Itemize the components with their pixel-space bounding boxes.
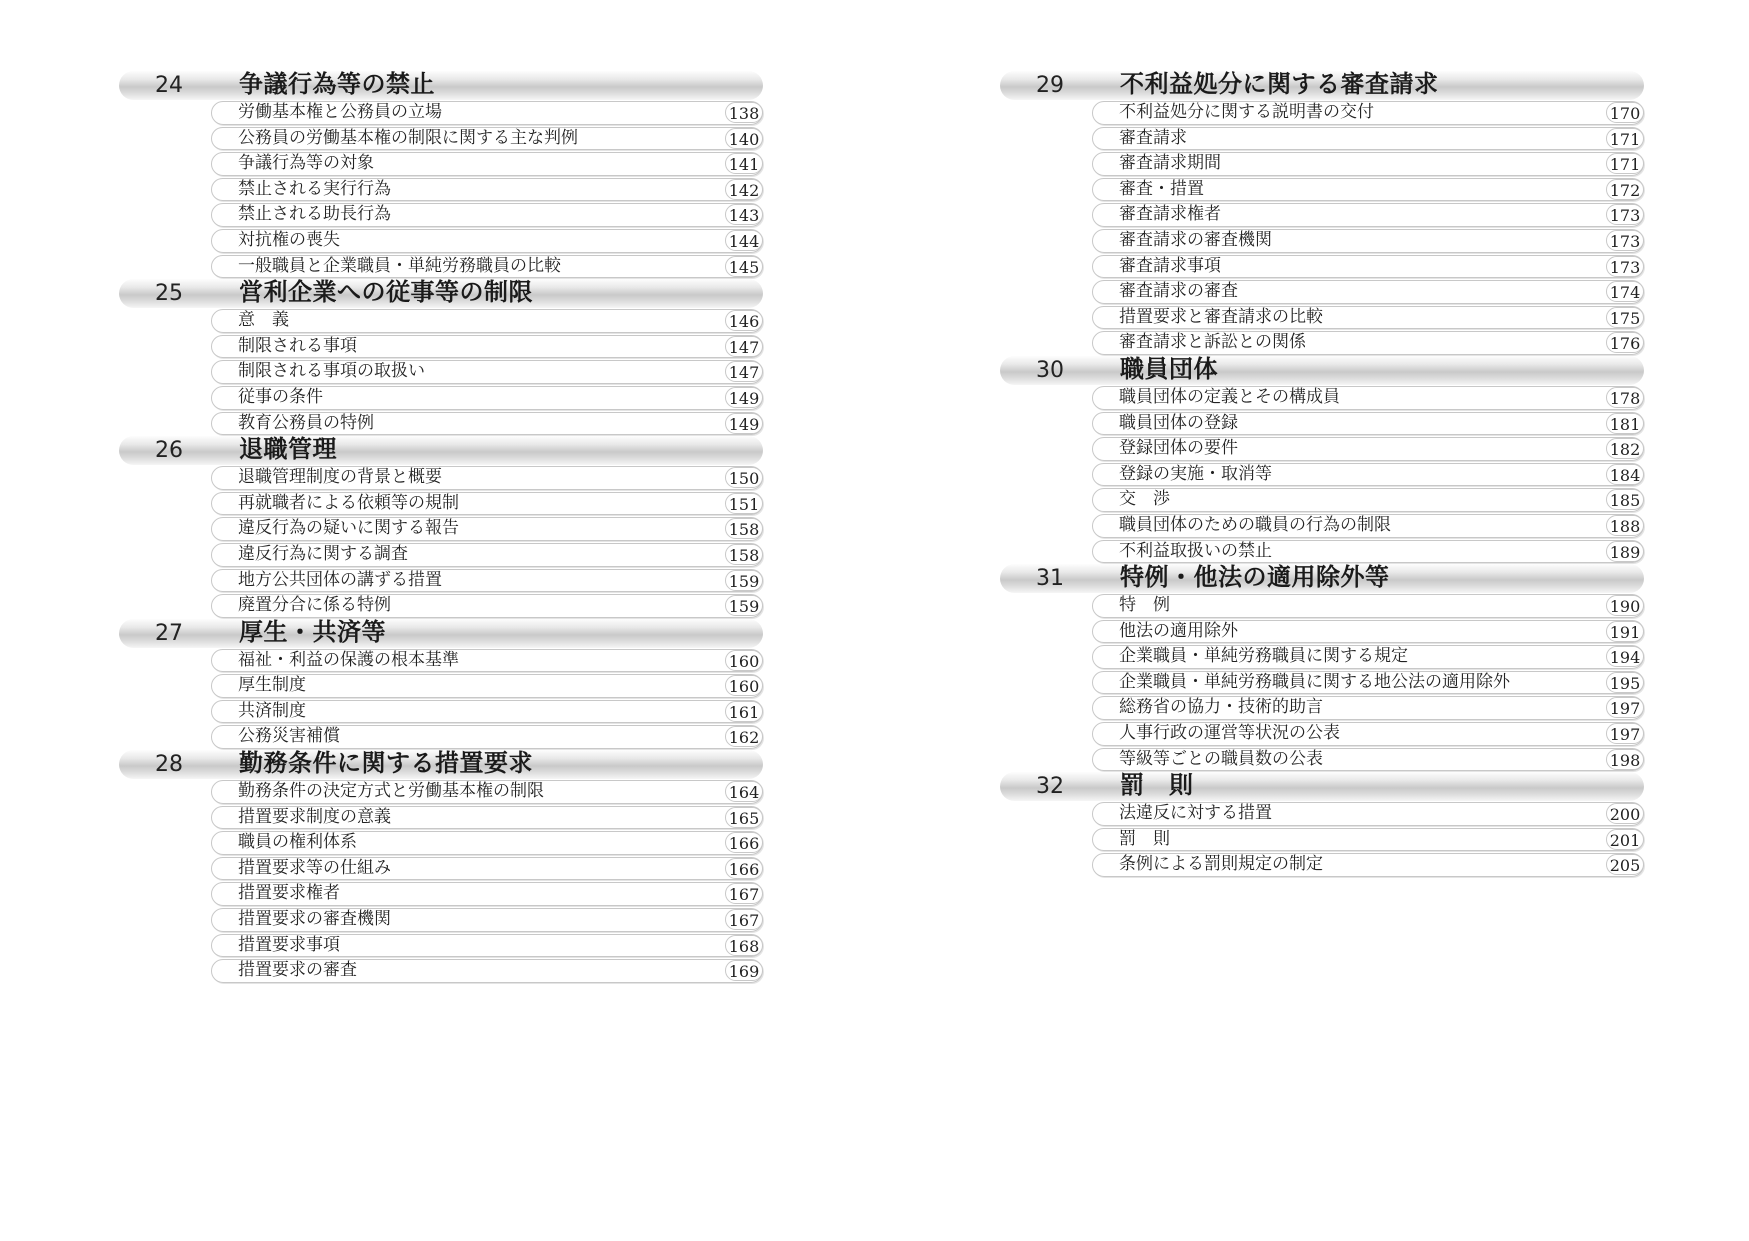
toc-item-page-number: 149 bbox=[725, 413, 763, 434]
toc-item-label: 地方公共団体の講ずる措置 bbox=[238, 569, 442, 590]
toc-item-label: 不利益取扱いの禁止 bbox=[1119, 540, 1272, 561]
toc-item-label: 他法の適用除外 bbox=[1119, 620, 1238, 641]
section-number: 31 bbox=[1036, 566, 1064, 592]
section-number: 29 bbox=[1036, 73, 1064, 98]
toc-item-page-number: 141 bbox=[725, 153, 763, 174]
section-number: 24 bbox=[155, 73, 183, 98]
toc-item-page-number: 197 bbox=[1606, 723, 1644, 744]
toc-item-label: 公務員の労働基本権の制限に関する主な判例 bbox=[238, 127, 578, 148]
toc-item-page-number: 195 bbox=[1606, 672, 1644, 693]
toc-item-label: 禁止される助長行為 bbox=[238, 204, 391, 225]
toc-item-page-number: 169 bbox=[725, 960, 763, 981]
toc-item[interactable] bbox=[211, 491, 763, 517]
toc-item-label: 総務省の協力・技術的助言 bbox=[1119, 697, 1323, 718]
toc-item-page-number: 165 bbox=[725, 807, 763, 828]
section-number: 26 bbox=[155, 438, 183, 464]
toc-item[interactable] bbox=[211, 933, 763, 959]
toc-item-page-number: 198 bbox=[1606, 749, 1644, 770]
toc-item-page-number: 140 bbox=[725, 128, 763, 149]
toc-item-label: 厚生制度 bbox=[238, 675, 306, 696]
toc-item[interactable] bbox=[211, 228, 763, 254]
toc-item-label: 等級等ごとの職員数の公表 bbox=[1119, 748, 1323, 769]
toc-item-label: 再就職者による依頼等の規制 bbox=[238, 492, 459, 513]
toc-item-list bbox=[211, 465, 763, 619]
toc-item-page-number: 144 bbox=[725, 230, 763, 251]
toc-item-label: 措置要求の審査機関 bbox=[238, 909, 391, 930]
toc-item[interactable] bbox=[211, 673, 763, 699]
toc-item-label: 勤務条件の決定方式と労働基本権の制限 bbox=[238, 781, 544, 802]
toc-item[interactable] bbox=[1092, 747, 1644, 773]
toc-item[interactable] bbox=[211, 856, 763, 882]
toc-item[interactable] bbox=[211, 568, 763, 594]
toc-item-page-number: 159 bbox=[725, 570, 763, 591]
toc-item-page-number: 166 bbox=[725, 832, 763, 853]
toc-item[interactable] bbox=[211, 151, 763, 177]
toc-item-label: 登録団体の要件 bbox=[1119, 438, 1238, 459]
toc-item[interactable] bbox=[211, 724, 763, 750]
section-title: 不利益処分に関する審査請求 bbox=[1120, 70, 1439, 98]
toc-item[interactable] bbox=[211, 202, 763, 228]
toc-column-left bbox=[119, 71, 763, 984]
toc-section bbox=[1000, 71, 1644, 356]
toc-item[interactable] bbox=[1092, 254, 1644, 280]
toc-item-page-number: 145 bbox=[725, 256, 763, 277]
toc-item-label: 罰 則 bbox=[1119, 828, 1170, 849]
toc-section bbox=[119, 71, 763, 279]
toc-item[interactable] bbox=[1092, 539, 1644, 565]
toc-item[interactable] bbox=[1092, 827, 1644, 853]
section-title: 特例・他法の適用除外等 bbox=[1120, 563, 1390, 592]
toc-item-page-number: 174 bbox=[1606, 281, 1644, 302]
section-title: 厚生・共済等 bbox=[239, 617, 386, 646]
toc-item[interactable] bbox=[1092, 644, 1644, 670]
toc-item-label: 違反行為に関する調査 bbox=[238, 543, 408, 564]
toc-item-label: 措置要求の審査 bbox=[238, 960, 357, 981]
toc-item[interactable] bbox=[1092, 305, 1644, 331]
toc-section bbox=[1000, 356, 1644, 564]
toc-item-page-number: 168 bbox=[725, 935, 763, 956]
toc-item[interactable] bbox=[1092, 721, 1644, 747]
section-number: 27 bbox=[155, 620, 183, 646]
toc-item[interactable] bbox=[1092, 151, 1644, 177]
section-title: 罰 則 bbox=[1120, 771, 1194, 800]
toc-item-page-number: 166 bbox=[725, 858, 763, 879]
toc-item-label: 交 渉 bbox=[1119, 489, 1170, 510]
toc-item-page-number: 161 bbox=[725, 701, 763, 722]
toc-item[interactable] bbox=[1092, 202, 1644, 228]
toc-item-label: 禁止される実行行為 bbox=[238, 178, 391, 199]
toc-item[interactable] bbox=[1092, 852, 1644, 878]
toc-item[interactable] bbox=[1092, 487, 1644, 513]
toc-item[interactable] bbox=[211, 779, 763, 805]
toc-section bbox=[119, 436, 763, 619]
toc-item-page-number: 178 bbox=[1606, 387, 1644, 408]
section-header[interactable] bbox=[119, 750, 763, 779]
toc-item-page-number: 160 bbox=[725, 650, 763, 671]
toc-item-frame bbox=[1092, 594, 1644, 618]
toc-section bbox=[119, 750, 763, 984]
section-header[interactable] bbox=[1000, 772, 1644, 801]
toc-item[interactable] bbox=[211, 648, 763, 674]
toc-item[interactable] bbox=[211, 516, 763, 542]
toc-item-page-number: 189 bbox=[1606, 541, 1644, 562]
toc-item-page-number: 138 bbox=[725, 102, 763, 123]
toc-item[interactable] bbox=[211, 593, 763, 619]
toc-item[interactable] bbox=[211, 542, 763, 568]
toc-item-page-number: 197 bbox=[1606, 697, 1644, 718]
toc-item-page-number: 173 bbox=[1606, 230, 1644, 251]
toc-item-page-number: 181 bbox=[1606, 413, 1644, 434]
toc-section bbox=[1000, 564, 1644, 772]
toc-item[interactable] bbox=[1092, 279, 1644, 305]
toc-item-label: 共済制度 bbox=[238, 700, 306, 721]
toc-item-page-number: 162 bbox=[725, 726, 763, 747]
toc-item-list bbox=[1092, 100, 1644, 356]
toc-item-frame bbox=[1092, 828, 1644, 852]
toc-item-label: 審査請求権者 bbox=[1119, 204, 1221, 225]
toc-item-label: 措置要求事項 bbox=[238, 934, 340, 955]
toc-item[interactable] bbox=[211, 907, 763, 933]
toc-item-page-number: 147 bbox=[725, 336, 763, 357]
section-header[interactable] bbox=[119, 71, 763, 100]
toc-item-label: 審査請求 bbox=[1119, 127, 1187, 148]
toc-item-label: 公務災害補償 bbox=[238, 726, 340, 747]
toc-item[interactable] bbox=[211, 308, 763, 334]
toc-item-label: 審査請求の審査機関 bbox=[1119, 229, 1272, 250]
toc-section bbox=[119, 279, 763, 436]
toc-item-label: 退職管理制度の背景と概要 bbox=[238, 467, 442, 488]
toc-item-page-number: 188 bbox=[1606, 515, 1644, 536]
toc-item-label: 審査請求事項 bbox=[1119, 255, 1221, 276]
section-header[interactable] bbox=[1000, 356, 1644, 385]
toc-section bbox=[119, 619, 763, 750]
toc-item[interactable] bbox=[211, 805, 763, 831]
toc-item-page-number: 184 bbox=[1606, 464, 1644, 485]
toc-item-list bbox=[1092, 385, 1644, 564]
toc-item-page-number: 167 bbox=[725, 883, 763, 904]
toc-item[interactable] bbox=[211, 334, 763, 360]
toc-item-label: 争議行為等の対象 bbox=[238, 153, 374, 174]
toc-item-page-number: 147 bbox=[725, 361, 763, 382]
toc-item-label: 法違反に対する措置 bbox=[1119, 803, 1272, 824]
toc-item-label: 措置要求と審査請求の比較 bbox=[1119, 306, 1323, 327]
section-header[interactable] bbox=[119, 619, 763, 648]
toc-item-label: 人事行政の運営等状況の公表 bbox=[1119, 723, 1340, 744]
toc-item-page-number: 190 bbox=[1606, 595, 1644, 616]
section-title: 争議行為等の禁止 bbox=[239, 70, 435, 98]
toc-item[interactable] bbox=[1092, 513, 1644, 539]
section-number: 28 bbox=[155, 752, 183, 778]
toc-item[interactable] bbox=[1092, 330, 1644, 356]
toc-item-page-number: 194 bbox=[1606, 646, 1644, 667]
toc-item-page-number: 185 bbox=[1606, 489, 1644, 510]
toc-item[interactable] bbox=[1092, 695, 1644, 721]
toc-item-page-number: 160 bbox=[725, 675, 763, 696]
toc-item-page-number: 170 bbox=[1606, 102, 1644, 123]
section-header[interactable] bbox=[119, 436, 763, 465]
toc-item-page-number: 200 bbox=[1606, 803, 1644, 824]
toc-item[interactable] bbox=[211, 411, 763, 437]
toc-item-label: 職員団体のための職員の行為の制限 bbox=[1119, 514, 1391, 535]
toc-item-page-number: 182 bbox=[1606, 438, 1644, 459]
toc-item-label: 措置要求権者 bbox=[238, 883, 340, 904]
toc-item-label: 一般職員と企業職員・単純労務職員の比較 bbox=[238, 255, 561, 276]
toc-item-label: 制限される事項 bbox=[238, 335, 357, 356]
toc-item-list bbox=[211, 779, 763, 984]
toc-item-label: 措置要求等の仕組み bbox=[238, 857, 391, 878]
section-header[interactable] bbox=[1000, 71, 1644, 100]
toc-item-label: 審査・措置 bbox=[1119, 178, 1204, 199]
toc-item[interactable] bbox=[1092, 593, 1644, 619]
toc-item-page-number: 150 bbox=[725, 467, 763, 488]
toc-item-page-number: 158 bbox=[725, 544, 763, 565]
toc-item[interactable] bbox=[211, 177, 763, 203]
toc-item[interactable] bbox=[1092, 619, 1644, 645]
toc-item[interactable] bbox=[1092, 126, 1644, 152]
toc-item-label: 福祉・利益の保護の根本基準 bbox=[238, 649, 459, 670]
toc-item-label: 職員団体の登録 bbox=[1119, 412, 1238, 433]
toc-item-label: 企業職員・単純労務職員に関する規定 bbox=[1119, 646, 1408, 667]
toc-item-label: 職員団体の定義とその構成員 bbox=[1119, 386, 1340, 407]
toc-item-page-number: 167 bbox=[725, 909, 763, 930]
toc-item-label: 特 例 bbox=[1119, 595, 1170, 616]
section-title: 退職管理 bbox=[239, 435, 337, 464]
toc-item-label: 違反行為の疑いに関する報告 bbox=[238, 518, 459, 539]
toc-item-label: 審査請求の審査 bbox=[1119, 281, 1238, 302]
toc-item[interactable] bbox=[211, 254, 763, 280]
toc-item-page-number: 164 bbox=[725, 781, 763, 802]
toc-item[interactable] bbox=[1092, 177, 1644, 203]
toc-item-page-number: 172 bbox=[1606, 179, 1644, 200]
toc-item[interactable] bbox=[1092, 436, 1644, 462]
toc-item[interactable] bbox=[211, 465, 763, 491]
toc-item-label: 廃置分合に係る特例 bbox=[238, 595, 391, 616]
toc-item[interactable] bbox=[211, 958, 763, 984]
toc-item-page-number: 205 bbox=[1606, 854, 1644, 875]
section-header[interactable] bbox=[119, 279, 763, 308]
toc-item[interactable] bbox=[211, 699, 763, 725]
toc-item[interactable] bbox=[211, 830, 763, 856]
toc-item[interactable] bbox=[1092, 462, 1644, 488]
toc-item[interactable] bbox=[1092, 100, 1644, 126]
toc-item[interactable] bbox=[1092, 801, 1644, 827]
toc-item-list bbox=[1092, 593, 1644, 772]
toc-item[interactable] bbox=[211, 359, 763, 385]
toc-item-list bbox=[211, 648, 763, 750]
section-title: 勤務条件に関する措置要求 bbox=[239, 749, 533, 778]
toc-item-page-number: 171 bbox=[1606, 153, 1644, 174]
toc-item-page-number: 175 bbox=[1606, 307, 1644, 328]
toc-item-label: 職員の権利体系 bbox=[238, 832, 357, 853]
toc-item[interactable] bbox=[211, 881, 763, 907]
toc-item-page-number: 143 bbox=[725, 204, 763, 225]
toc-item[interactable] bbox=[211, 100, 763, 126]
toc-column-right bbox=[1000, 71, 1644, 878]
toc-item[interactable] bbox=[211, 126, 763, 152]
section-title: 職員団体 bbox=[1120, 354, 1218, 383]
toc-section bbox=[1000, 772, 1644, 878]
section-number: 25 bbox=[155, 281, 183, 307]
toc-item-page-number: 191 bbox=[1606, 621, 1644, 642]
toc-item-label: 意 義 bbox=[238, 310, 289, 331]
toc-item[interactable] bbox=[1092, 385, 1644, 411]
toc-item-label: 従事の条件 bbox=[238, 386, 323, 407]
toc-item[interactable] bbox=[211, 385, 763, 411]
toc-item-list bbox=[211, 308, 763, 436]
toc-item-label: 審査請求期間 bbox=[1119, 153, 1221, 174]
section-number: 32 bbox=[1036, 774, 1064, 800]
toc-item-label: 条例による罰則規定の制定 bbox=[1119, 854, 1323, 875]
toc-item-label: 労働基本権と公務員の立場 bbox=[238, 102, 442, 122]
section-header[interactable] bbox=[1000, 564, 1644, 593]
toc-item-label: 登録の実施・取消等 bbox=[1119, 463, 1272, 484]
toc-item[interactable] bbox=[1092, 670, 1644, 696]
toc-item-page-number: 201 bbox=[1606, 829, 1644, 850]
toc-item[interactable] bbox=[1092, 411, 1644, 437]
toc-item-label: 措置要求制度の意義 bbox=[238, 806, 391, 827]
toc-item-label: 教育公務員の特例 bbox=[238, 412, 374, 433]
toc-item-frame bbox=[211, 309, 763, 333]
toc-item-list bbox=[211, 100, 763, 279]
section-title: 営利企業への従事等の制限 bbox=[239, 278, 533, 307]
toc-item-page-number: 176 bbox=[1606, 332, 1644, 353]
toc-item-page-number: 146 bbox=[725, 310, 763, 331]
toc-item-page-number: 159 bbox=[725, 595, 763, 616]
toc-item-list bbox=[1092, 801, 1644, 878]
toc-item-label: 審査請求と訴訟との関係 bbox=[1119, 332, 1306, 353]
toc-item-page-number: 158 bbox=[725, 518, 763, 539]
toc-item-page-number: 149 bbox=[725, 387, 763, 408]
toc-item-label: 不利益処分に関する説明書の交付 bbox=[1119, 102, 1374, 122]
toc-item-page-number: 151 bbox=[725, 493, 763, 514]
toc-item-label: 制限される事項の取扱い bbox=[238, 361, 425, 382]
toc-item-page-number: 142 bbox=[725, 179, 763, 200]
toc-item-frame bbox=[1092, 488, 1644, 512]
toc-item-page-number: 173 bbox=[1606, 204, 1644, 225]
toc-item[interactable] bbox=[1092, 228, 1644, 254]
toc-item-label: 対抗権の喪失 bbox=[238, 229, 340, 250]
toc-item-label: 企業職員・単純労務職員に関する地公法の適用除外 bbox=[1119, 671, 1510, 692]
toc-item-page-number: 171 bbox=[1606, 128, 1644, 149]
toc-item-page-number: 173 bbox=[1606, 256, 1644, 277]
section-number: 30 bbox=[1036, 357, 1064, 383]
